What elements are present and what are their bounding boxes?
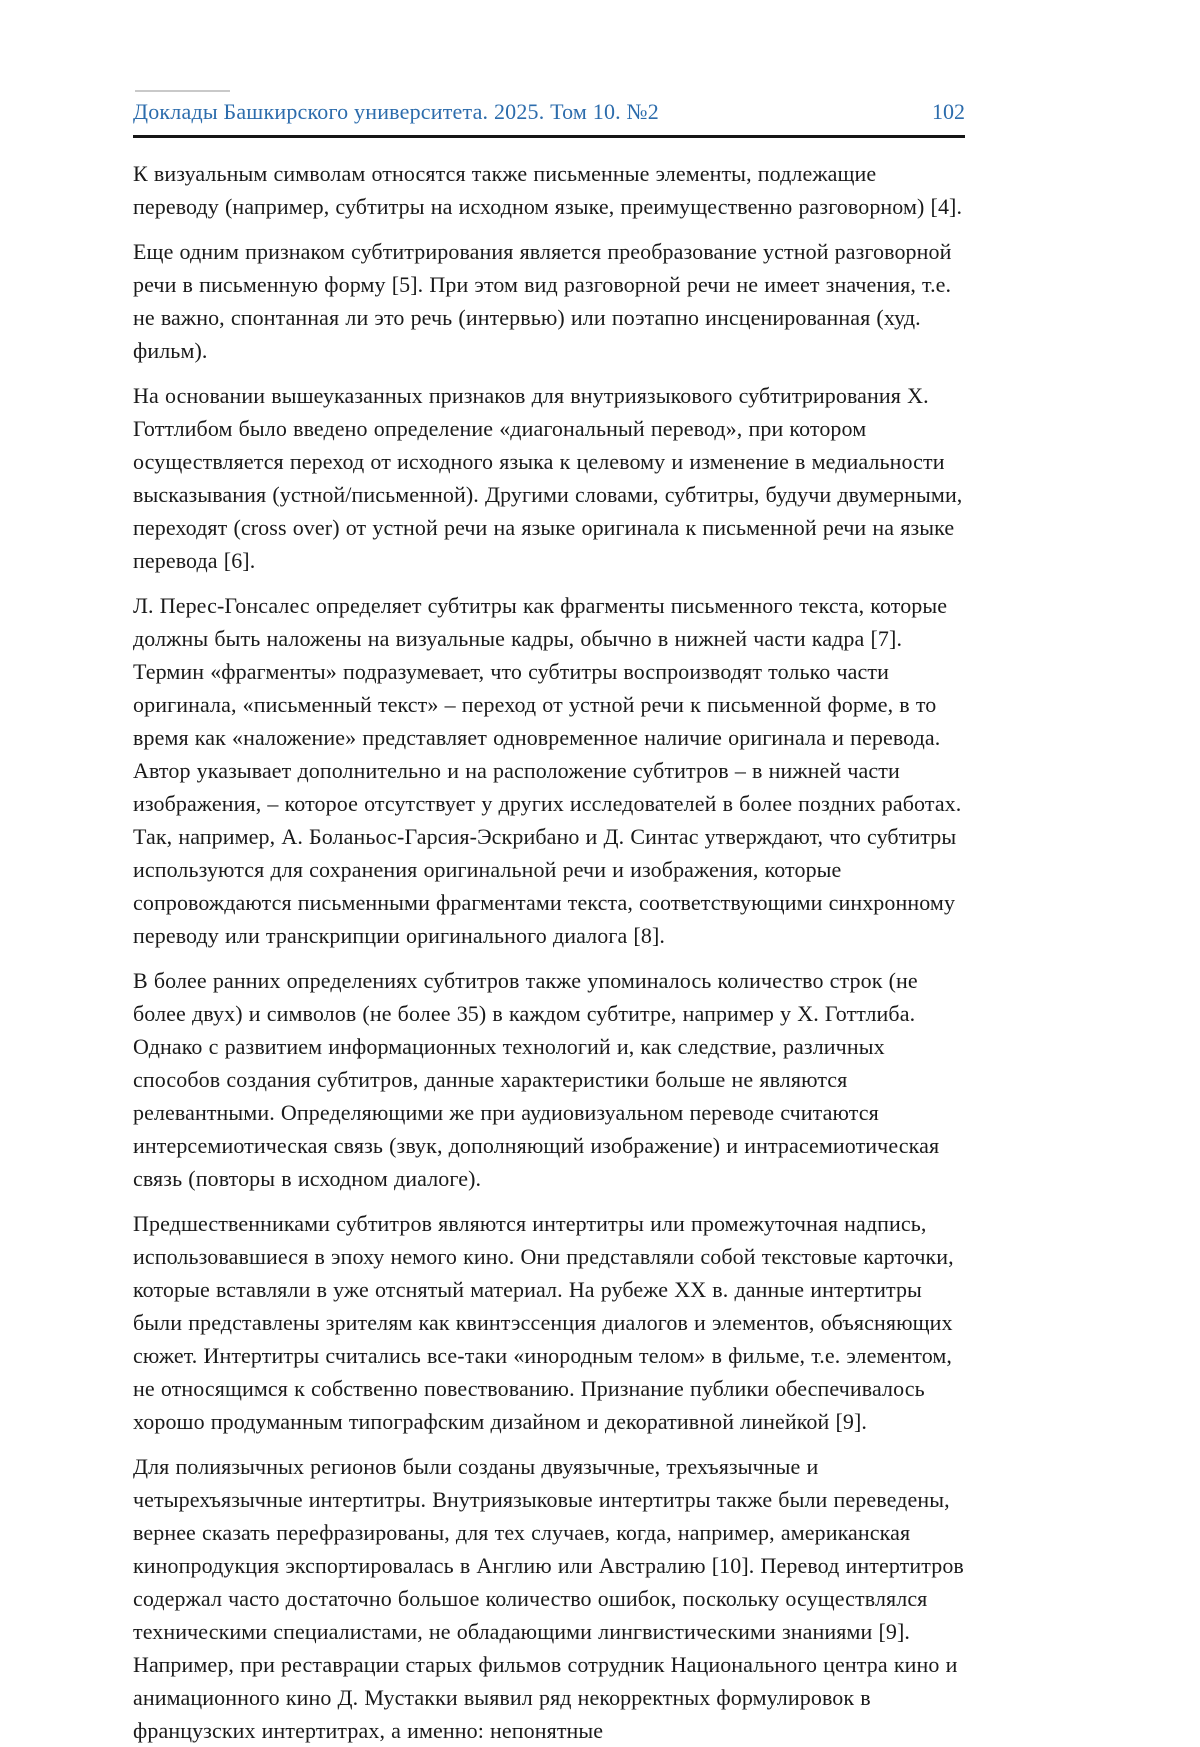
paragraph-early-definitions: В более ранних определениях субтитров также упоминалось количество строк (не более двух) и символов (не более 35) в каждом субтитре, например у Х. Готтлиба. Однако с развитием информационных технологий и, как следствие, различных способов создания субтитров, данные характеристики больше не являются релевантными. Определяющими же при аудиовизуальном переводе считаются интерсемиотическая связь (звук, дополняющий изображение) и интрасемиотическая связь (повторы в исходном диалоге). <box>133 968 940 1191</box>
paragraph-visual-symbols: К визуальным символам относятся также письменные элементы, подлежащие переводу (например, субтитры на исходном языке, преимущественно разговорном) [4]. <box>133 161 963 219</box>
paragraph-multilingual-intertitles: Для полиязычных регионов были созданы двуязычные, трехъязычные и четырехъязычные интертитры. Внутриязыковые интертитры также были переведены, вернее сказать перефразированы, для тех случаев, когда, например, американская кинопродукция экспортировалась в Англию или Австралию [10]. Перевод интертитров содержал часто достаточно большое количество ошибок, поскольку осуществлялся техническими специалистами, не обладающими лингвистическими знаниями [9]. Например, при реставрации старых фильмов сотрудник Национального центра кино и анимационного кино Д. Мустакки выявил ряд некорректных формулировок в французских интертитрах, а именно: непонятные <box>133 1454 964 1743</box>
page-header <box>133 98 965 126</box>
paragraph-speech-to-written: Еще одним признаком субтитрирования является преобразование устной разговорной речи в письменную форму [5]. При этом вид разговорной речи не имеет значения, т.е. не важно, спонтанная ли это речь (интервью) или поэтапно инсценированная (худ. фильм). <box>133 239 952 363</box>
scan-artifact <box>135 90 230 92</box>
article-body <box>133 138 965 1747</box>
paragraph-intertitles-origin: Предшественниками субтитров являются интертитры или промежуточная надпись, использовавшиеся в эпоху немого кино. Они представляли собой текстовые карточки, которые вставляли в уже отснятый материал. На рубеже XX в. данные интертитры были представлены зрителям как квинтэссенция диалогов и элементов, объясняющих сюжет. Интертитры считались все-таки «инородным телом» в фильме, т.е. элементом, не относящимся к собственно повествованию. Признание публики обеспечивалось хорошо продуманным типографским дизайном и декоративной линейкой [9]. <box>133 1211 954 1434</box>
journal-title: Доклады Башкирского университета. 2025. Том 10. №2 <box>133 99 659 124</box>
paragraph-perez-gonzalez-definition: Л. Перес-Гонсалес определяет субтитры как фрагменты письменного текста, которые должны быть наложены на визуальные кадры, обычно в нижней части кадра [7]. Термин «фрагменты» подразумевает, что субтитры воспроизводят только части оригинала, «письменный текст» – переход от устной речи к письменной форме, в то время как «наложение» представляет одновременное наличие оригинала и перевода. Автор указывает дополнительно и на расположение субтитров – в нижней части изображения, – которое отсутствует у других исследователей в более поздних работах. Так, например, А. Боланьос-Гарсия-Эскрибано и Д. Синтас утверждают, что субтитры используются для сохранения оригинальной речи и изображения, которые сопровождаются письменными фрагментами текста, соответствующими синхронному переводу или транскрипции оригинального диалога [8]. <box>133 593 962 948</box>
paragraph-diagonal-translation: На основании вышеуказанных признаков для внутриязыкового субтитрирования Х. Готтлибом было введено определение «диагональный перевод», при котором осуществляется переход от исходного языка к целевому и изменение в медиальности высказывания (устной/письменной). Другими словами, субтитры, будучи двумерными, переходят (cross over) от устной речи на языке оригинала к письменной речи на языке перевода [6]. <box>133 383 963 573</box>
page-number: 102 <box>932 99 965 124</box>
